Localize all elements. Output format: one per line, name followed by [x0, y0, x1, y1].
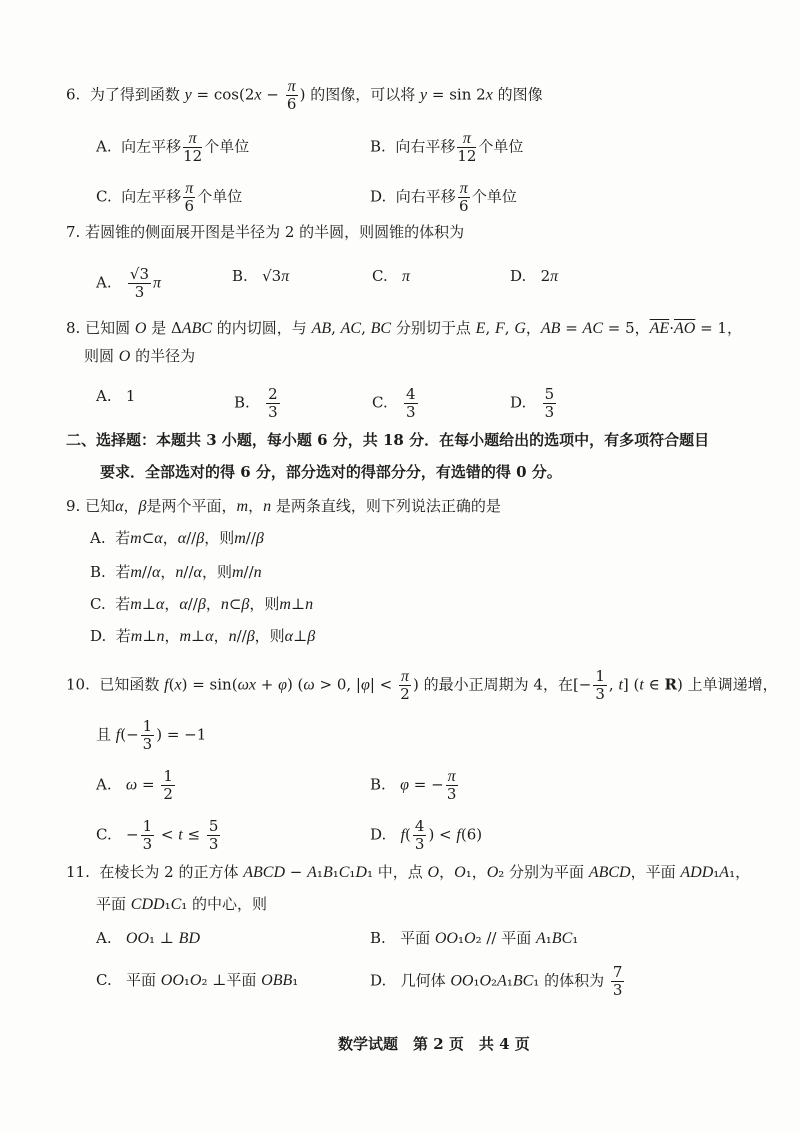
q8-option-a: A. 1 [96, 387, 136, 405]
q11-option-d: D. 几何体 OO₁O₂A₁BC₁ 的体积为 $\frac{7}{3}$ [370, 963, 623, 999]
q7-option-d: D. 2π [510, 267, 559, 285]
q9-option-a: A. 若m⊂α，α//β，则m//β [90, 529, 264, 547]
section2-line2: 要求．全部选对的得 6 分，部分选对的得部分分，有选错的得 0 分。 [100, 463, 562, 481]
q10-option-b: B. φ = − $\frac{\pi}{3}$ [370, 768, 457, 803]
q11-option-c: C. 平面 OO₁O₂ ⊥平面 OBB₁ [96, 971, 299, 989]
q7-option-b: B. √3π [232, 267, 290, 285]
section2-line1: 二、选择题：本题共 3 小题，每小题 6 分，共 18 分．在每小题给出的选项中，有多项符合题目 [66, 431, 710, 449]
q6-option-b: B. 向右平移 $\frac{\pi}{12}$ 个单位 [370, 130, 524, 165]
q11-option-a: A. OO₁ ⊥ BD [96, 929, 200, 947]
q9-option-d: D. 若m⊥n，m⊥α，n//β，则α⊥β [90, 627, 316, 645]
q6-option-c: C. 向左平移 $\frac{\pi}{6}$ 个单位 [96, 180, 243, 215]
q7-option-c: C. π [372, 267, 411, 285]
q8-stem-line2: 则圆 O 的半径为 [84, 347, 196, 365]
q11-option-b: B. 平面 OO₁O₂ // 平面 A₁BC₁ [370, 929, 579, 947]
q10-option-c: C. − $\frac{1}{3}$ < t ≤ $\frac{5}{3}$ [96, 817, 219, 853]
q9-stem: 9. 已知α，β是两个平面，m，n 是两条直线，则下列说法正确的是 [66, 497, 501, 515]
q6-option-d: D. 向右平移 $\frac{\pi}{6}$ 个单位 [370, 180, 517, 215]
q10-option-a: A. ω = $\frac{1}{2}$ [96, 767, 173, 803]
page-footer: 数学试题 第 2 页 共 4 页 [338, 1035, 530, 1053]
q7-stem: 7. 若圆锥的侧面展开图是半径为 2 的半圆，则圆锥的体积为 [66, 223, 465, 241]
q11-stem-line1: 11. 在棱长为 2 的正方体 ABCD − A₁B₁C₁D₁ 中，点 O，O₁，O₂ 分别为平面 ABCD，平面 ADD₁A₁， [66, 863, 751, 881]
q10-stem-line1: 10. 已知函数 f(x) = sin(ωx + φ) (ω > 0, |φ| < $\frac{\pi}{2}$ ) 的最小正周期为 4，在[− $\frac{1}{3}$ , t] (t ∈ R) 上单调递增， [66, 667, 778, 703]
q6-stem: 6. 为了得到函数 y = cos(2x − $\frac{\pi}{6}$ ) 的图像，可以将 y = sin 2x 的图像 [66, 78, 543, 113]
q6-option-a: A. 向左平移 $\frac{\pi}{12}$ 个单位 [96, 130, 250, 165]
q9-option-c: C. 若m⊥α，α//β，n⊂β，则m⊥n [90, 595, 314, 613]
q10-option-d: D. f( $\frac{4}{3}$ ) < f(6) [370, 817, 483, 853]
q7-option-a: A. $\frac{√3}{3}$ π [96, 265, 162, 301]
q8-option-d: D. $\frac{5}{3}$ [510, 385, 555, 421]
q8-stem-line1: 8. 已知圆 O 是 ΔABC 的内切圆，与 AB, AC, BC 分别切于点 E, F, G，AB = AC = 5，$\overline{AE}\cdot\overline{AO} = 1$， [66, 319, 742, 337]
q11-stem-line2: 平面 CDD₁C₁ 的中心，则 [96, 895, 268, 913]
q8-option-c: C. $\frac{4}{3}$ [372, 385, 416, 421]
q10-stem-line2: 且 f(− $\frac{1}{3}$ ) = −1 [96, 717, 207, 753]
q8-option-b: B. $\frac{2}{3}$ [234, 385, 278, 421]
q9-option-b: B. 若m//α，n//α，则m//n [90, 563, 262, 581]
